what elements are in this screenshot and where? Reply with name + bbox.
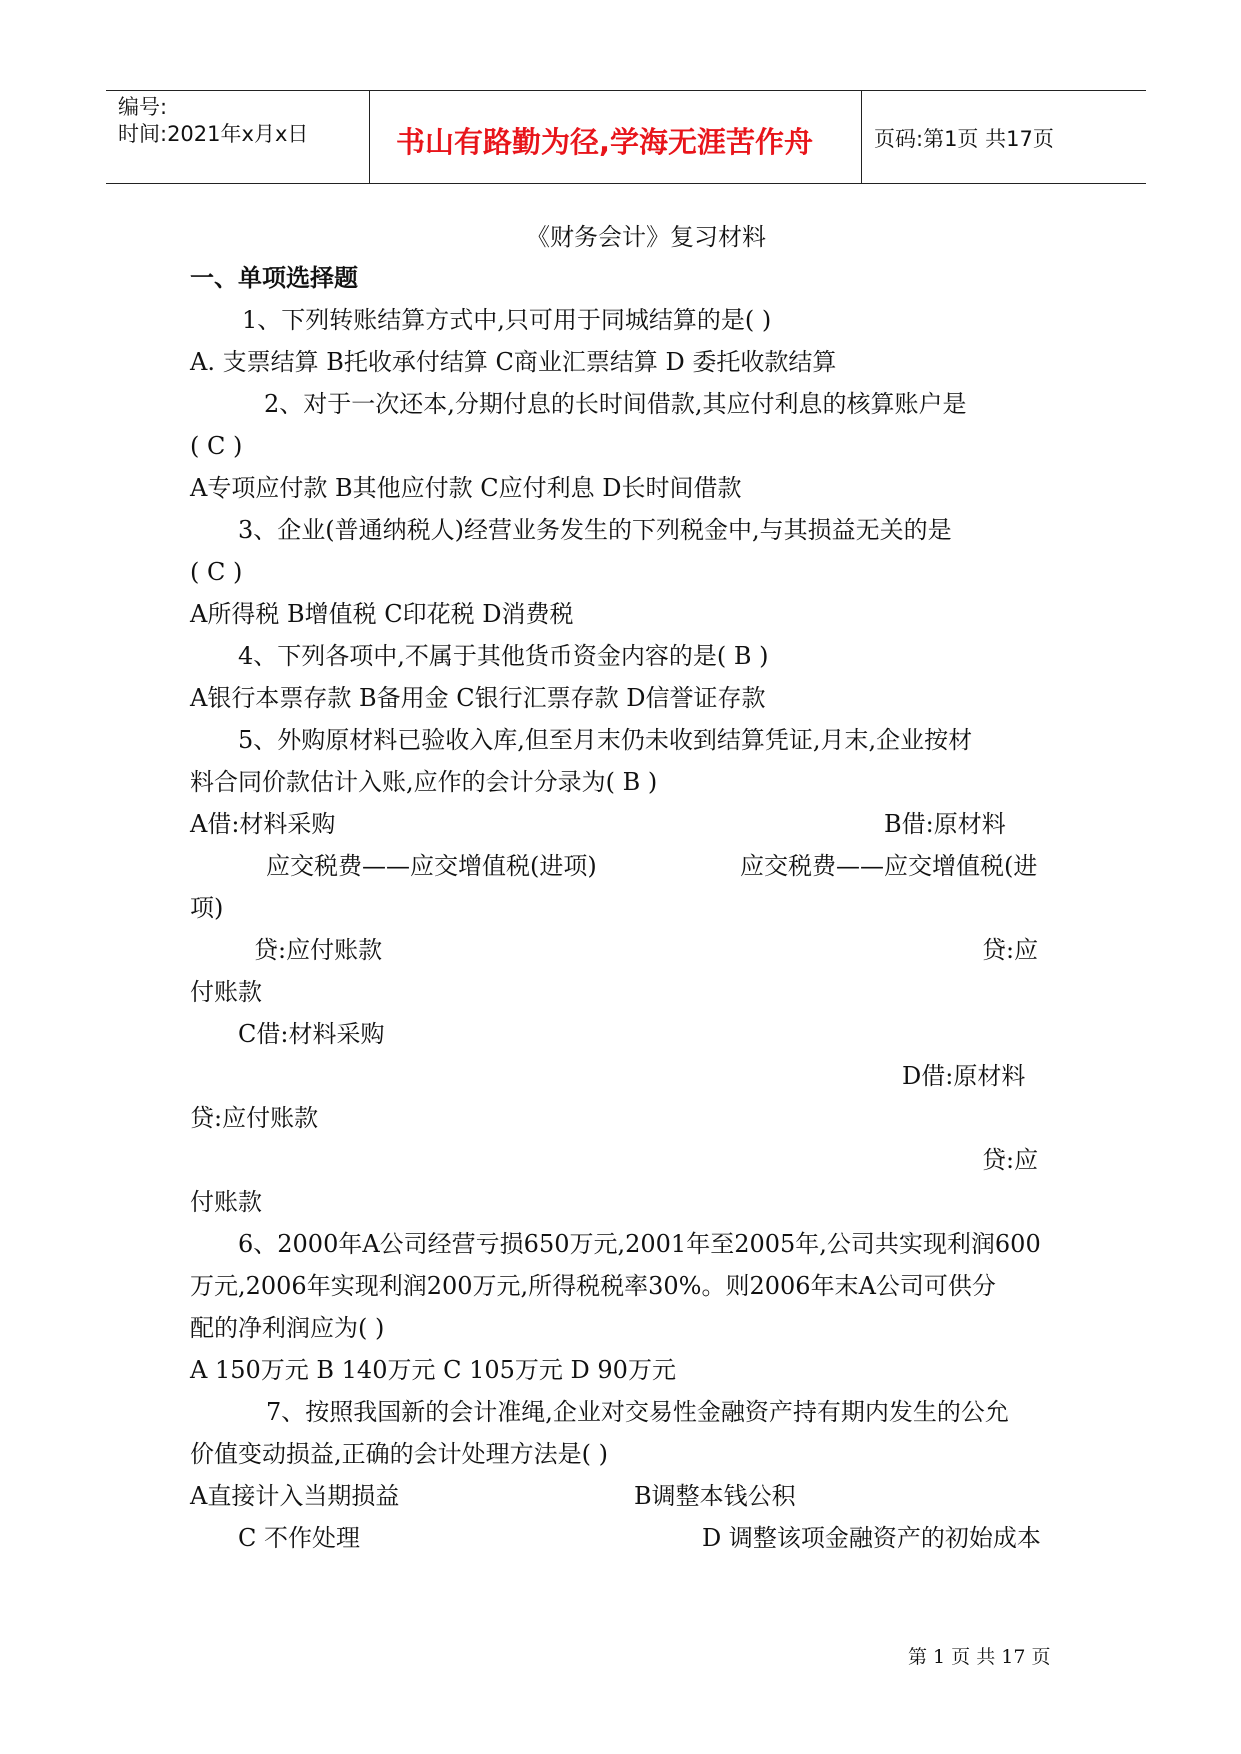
q2-text: 2、对于一次还本,分期付息的长时间借款,其应付利息的核算账户是 (264, 390, 967, 418)
document-title: 《财务会计》复习材料 (526, 223, 766, 251)
q7-option-a: A直接计入当期损益 (190, 1482, 400, 1510)
q2-answer: ( C ) (190, 432, 243, 460)
q3-text: 3、企业(普通纳税人)经营业务发生的下列税金中,与其损益无关的是 (238, 516, 952, 544)
footer-page-number: 第 1 页 共 17 页 (908, 1646, 1051, 1668)
q5-option-b-tax-cont: 项) (190, 894, 224, 922)
q5-option-b-debit: B借:原材料 (884, 810, 1006, 838)
q5-option-b-credit: 贷:应 (982, 936, 1039, 964)
q7-text-line2: 价值变动损益,正确的会计处理方法是( ) (190, 1440, 608, 1468)
header-divider-right (861, 90, 862, 184)
q6-text-line2: 万元,2006年实现利润200万元,所得税税率30%。则2006年末A公司可供分 (190, 1272, 996, 1300)
q5-option-d-credit: 贷:应 (982, 1146, 1039, 1174)
q1-options: A. 支票结算 B托收承付结算 C商业汇票结算 D 委托收款结算 (190, 348, 837, 376)
q6-text-line3: 配的净利润应为( ) (190, 1314, 385, 1342)
q3-answer: ( C ) (190, 558, 243, 586)
q5-option-b-tax: 应交税费——应交增值税(进 (740, 852, 1038, 880)
q5-text-line2: 料合同价款估计入账,应作的会计分录为( B ) (190, 768, 658, 796)
q5-option-d-debit: D借:原材料 (902, 1062, 1026, 1090)
q5-option-a-debit: A借:材料采购 (190, 810, 336, 838)
q5-option-d-credit-cont: 付账款 (190, 1188, 262, 1216)
header-divider-left (369, 90, 370, 184)
header-number-label: 编号: (118, 95, 168, 119)
header-motto: 书山有路勤为径,学海无涯苦作舟 (396, 125, 814, 159)
q5-option-b-credit-cont: 付账款 (190, 978, 262, 1006)
header-bottom-rule (106, 183, 1146, 184)
q4-options: A银行本票存款 B备用金 C银行汇票存款 D信誉证存款 (190, 684, 766, 712)
header-top-rule (106, 90, 1146, 91)
q5-text-line1: 5、外购原材料已验收入库,但至月末仍未收到结算凭证,月末,企业按材 (238, 726, 973, 754)
header-page-label: 页码:第1页 共17页 (874, 127, 1054, 151)
q6-text-line1: 6、2000年A公司经营亏损650万元,2001年至2005年,公司共实现利润600 (238, 1230, 1041, 1258)
q7-text-line1: 7、按照我国新的会计准绳,企业对交易性金融资产持有期内发生的公允 (266, 1398, 1009, 1426)
section-heading-single-choice: 一、单项选择题 (190, 264, 358, 292)
header-time-label: 时间:2021年x月x日 (118, 122, 309, 146)
q7-option-d: D 调整该项金融资产的初始成本 (702, 1524, 1041, 1552)
q4-text: 4、下列各项中,不属于其他货币资金内容的是( B ) (238, 642, 769, 670)
q7-option-b: B调整本钱公积 (634, 1482, 796, 1510)
q2-options: A专项应付款 B其他应付款 C应付利息 D长时间借款 (190, 474, 742, 502)
q5-option-a-tax: 应交税费——应交增值税(进项) (266, 852, 597, 880)
q5-option-a-credit: 贷:应付账款 (254, 936, 383, 964)
q5-option-c-credit: 贷:应付账款 (190, 1104, 319, 1132)
q6-options: A 150万元 B 140万元 C 105万元 D 90万元 (190, 1356, 676, 1384)
q5-option-c-debit: C借:材料采购 (238, 1020, 385, 1048)
q7-option-c: C 不作处理 (238, 1524, 360, 1552)
q1-text: 1、下列转账结算方式中,只可用于同城结算的是( ) (242, 306, 772, 334)
q3-options: A所得税 B增值税 C印花税 D消费税 (190, 600, 574, 628)
